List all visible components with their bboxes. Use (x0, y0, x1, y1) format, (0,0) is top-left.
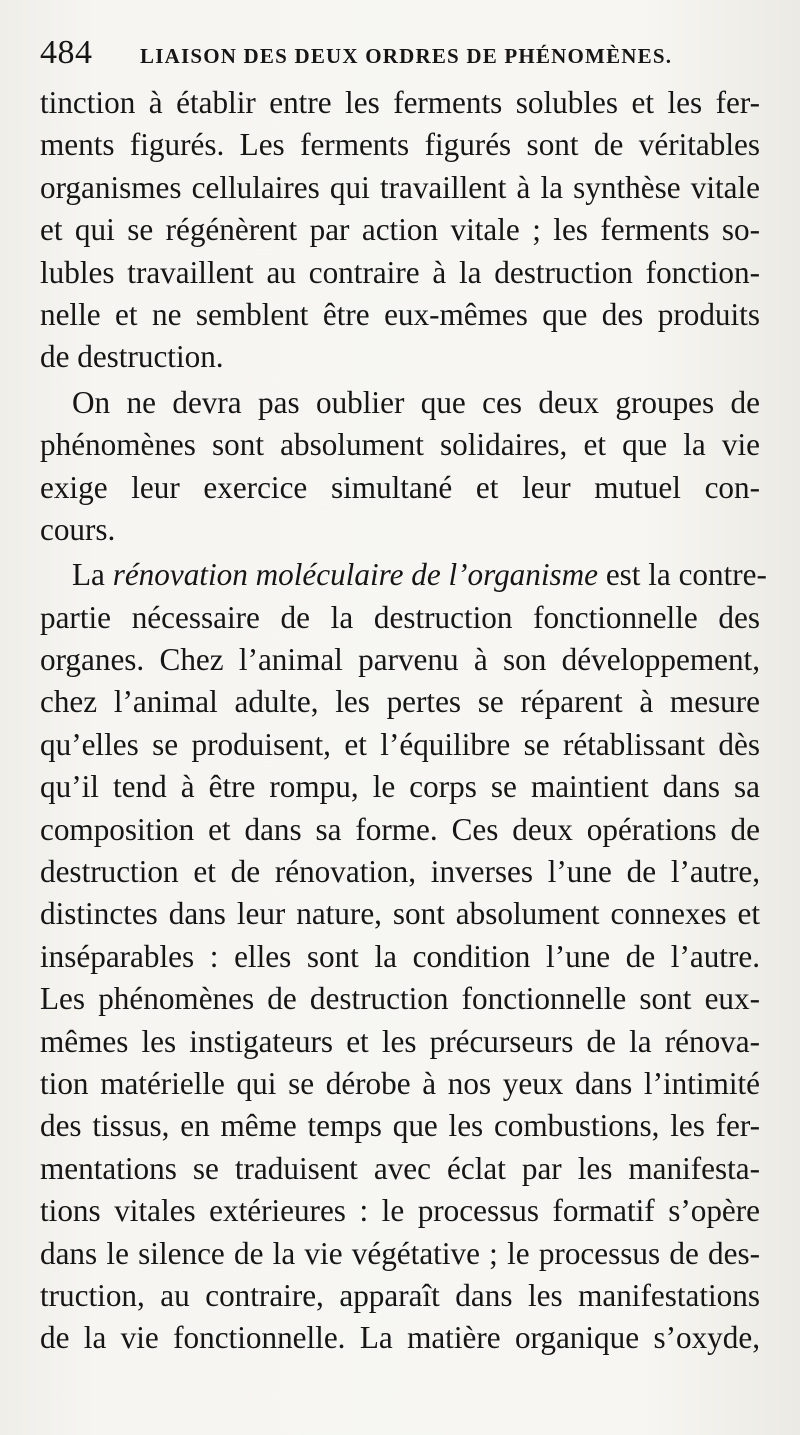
text-line: chez l’animal adulte, les pertes se réparent à mesure (40, 684, 760, 720)
text-line: lubles travaillent au contraire à la destruction fonction- (40, 254, 760, 290)
italic-phrase: rénovation moléculaire de l’organisme (112, 557, 599, 593)
text-line (40, 554, 767, 596)
paragraph-3 (40, 554, 767, 1359)
text-line: et qui se régénèrent par action vitale ; les ferments so- (40, 212, 760, 248)
paragraph-1 (40, 82, 760, 379)
body-text (40, 82, 767, 1360)
text-line: On ne devra pas oublier que ces deux groupes de (72, 384, 760, 420)
text-line: nelle et ne semblent être eux-mêmes que des produits (40, 296, 760, 332)
text-line: tion matérielle qui se dérobe à nos yeux dans l’intimité (40, 1065, 760, 1101)
text-line: des tissus, en même temps que les combustions, les fer- (40, 1108, 760, 1144)
text-line: organes. Chez l’animal parvenu à son développement, (40, 642, 760, 678)
text-run: est la contre- (598, 557, 767, 593)
text-line: mentations se traduisent avec éclat par les manifesta- (40, 1150, 760, 1186)
text-line: truction, au contraire, apparaît dans les manifestations (40, 1277, 760, 1313)
paragraph-2 (40, 382, 760, 552)
text-line: partie nécessaire de la destruction fonctionnelle des (40, 599, 760, 635)
text-line: de destruction. (40, 339, 224, 375)
text-line: de la vie fonctionnelle. La matière organique s’oxyde, (40, 1320, 760, 1356)
text-line: qu’il tend à être rompu, le corps se maintient dans sa (40, 769, 760, 805)
text-line: composition et dans sa forme. Ces deux opérations de (40, 811, 760, 847)
page-header (40, 30, 760, 80)
text-line: tinction à établir entre les ferments solubles et les fer- (40, 85, 760, 120)
text-line: organismes cellulaires qui travaillent à la synthèse vitale (40, 169, 760, 205)
text-line: tions vitales extérieures : le processus formatif s’opère (40, 1193, 760, 1229)
text-line: exige leur exercice simultané et leur mutuel con- (40, 469, 760, 505)
text-line: qu’elles se produisent, et l’équilibre se rétablissant dès (40, 726, 760, 762)
text-line: distinctes dans leur nature, sont absolument connexes et (40, 896, 760, 932)
text-line: phénomènes sont absolument solidaires, et que la vie (40, 427, 760, 463)
text-line: dans le silence de la vie végétative ; le processus de des- (40, 1235, 760, 1271)
text-line: Les phénomènes de destruction fonctionnelle sont eux- (40, 981, 760, 1017)
text-line: inséparables : elles sont la condition l’une de l’autre. (40, 938, 760, 974)
text-line: ments figurés. Les ferments figurés sont de véritables (40, 127, 760, 163)
running-head: LIAISON DES DEUX ORDRES DE PHÉNOMÈNES. (140, 44, 673, 68)
page-number: 484 (40, 34, 93, 71)
text-run: La (72, 557, 113, 593)
text-line: cours. (40, 511, 116, 547)
text-line: destruction et de rénovation, inverses l’une de l’autre, (40, 854, 760, 890)
text-line: mêmes les instigateurs et les précurseurs de la rénova- (40, 1023, 760, 1059)
